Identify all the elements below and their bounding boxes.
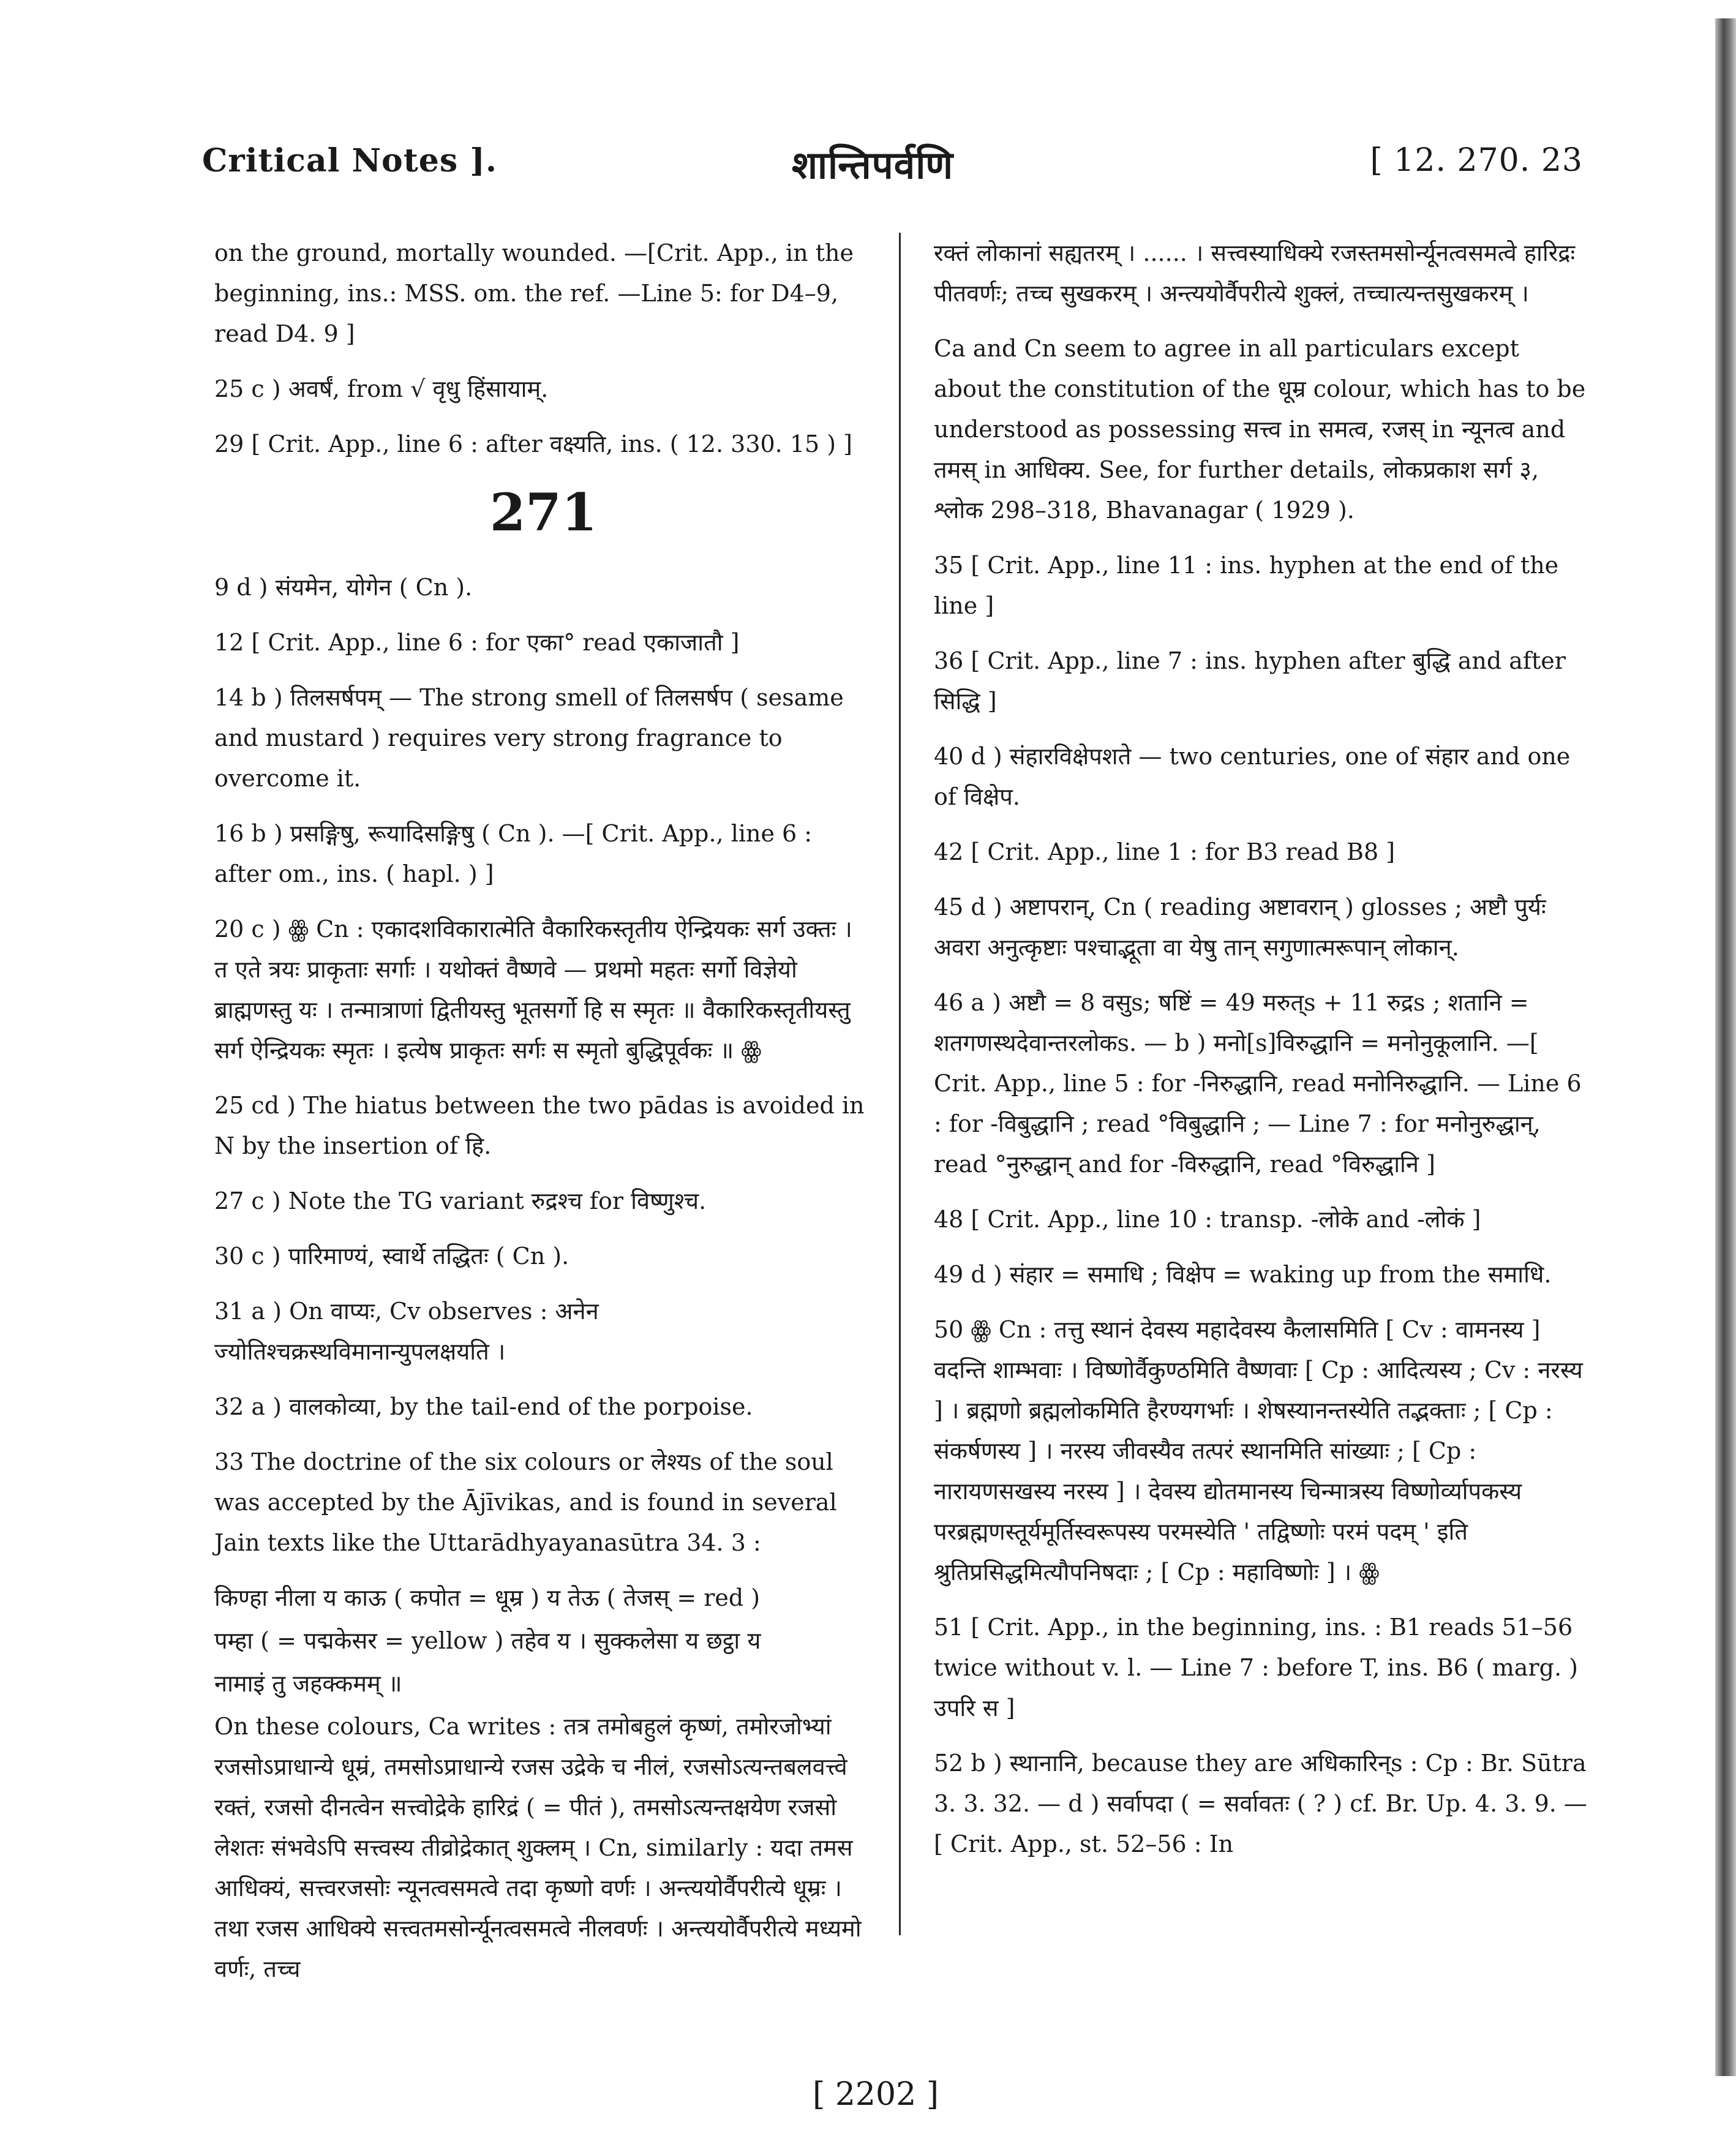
note: 51 [ Crit. App., in the beginning, ins. : B1 reads 51–56 twice without v. l. — Line 7 : before T, ins. B6 ( marg. ) उपरि स ] — [934, 1614, 1578, 1721]
running-head-reference: [ 12. 270. 23 — [1370, 142, 1583, 179]
right-column — [934, 233, 1592, 1879]
note: 52 b ) स्थानानि, because they are अधिकारिन्s : Cp : Br. Sūtra 3. 3. 32. — d ) सर्वापदा ( = सर्वावतः ( ? ) cf. Br. Up. 4. 3. 9. —[ Crit. App., st. 52–56 : In — [934, 1750, 1587, 1857]
note: 27 c ) Note the TG variant रुद्रश्च for विष्णुश्च. — [214, 1187, 707, 1214]
note: 12 [ Crit. App., line 6 : for एका° read एकाजातौ ] — [214, 629, 740, 656]
note: 42 [ Crit. App., line 1 : for B3 read B8 ] — [934, 838, 1396, 865]
note: 16 b ) प्रसङ्गिषु, रूयादिसङ्गिषु ( Cn ). —[ Crit. App., line 6 : after om., ins. ( hapl. ) ] — [214, 820, 813, 887]
running-head-left: Critical Notes ]. — [202, 142, 497, 179]
prakrit-verse-line: नामाइं तु जहक्कमम् ॥ — [214, 1670, 402, 1697]
note: Ca and Cn seem to agree in all particulars except about the constitution of the धूम्र colour, which has to be understood as possessing सत्त्व in समत्व, रजस् in न्यूनत्व and तमस् in आधिक्य. See, for further details, लोकप्रकाश सर्ग ३, श्लोक 298–318, Bhavanagar ( 1929 ). — [934, 335, 1586, 524]
note: 50 ꙮ Cn : तत्तु स्थानं देवस्य महादेवस्य कैलासमिति [ Cv : वामनस्य ] वदन्ति शाम्भवाः । विष्णोर्वैकुण्ठमिति वैष्णवाः [ Cp : आदित्यस्य ; Cv : नरस्य ] । ब्रह्मणो ब्रह्मलोकमिति हैरण्यगर्भाः । शेषस्यानन्तस्येति तद्भक्ताः ; [ Cp : संकर्षणस्य ] । नरस्य जीवस्यैव तत्परं स्थानमिति सांख्याः ; [ Cp : नारायणसखस्य नरस्य ] । देवस्य द्योतमानस्य चिन्मात्रस्य विष्णोर्व्यापकस्य परब्रह्मणस्तूर्यमूर्तिस्वरूपस्य परमस्येति ' तद्विष्णोः परमं पदम् ' इति श्रुतिप्रसिद्धमित्यौपनिषदाः ; [ Cp : महाविष्णोः ] । ꙮ — [934, 1316, 1583, 1586]
note: 25 cd ) The hiatus between the two pādas is avoided in N by the insertion of हि. — [214, 1092, 865, 1159]
left-column — [214, 233, 873, 2004]
note: 36 [ Crit. App., line 7 : ins. hyphen after बुद्धि and after सिद्धि ] — [934, 647, 1566, 715]
prakrit-verse-line: किण्हा नीला य काऊ ( कपोत = धूम्र ) य तेऊ ( तेजस् = red ) — [214, 1584, 761, 1611]
note: 46 a ) अष्टौ = 8 वसुs; षष्टिं = 49 मरुत्s + 11 रुद्रs ; शतानि = शतगणस्थदेवान्तरलोकs. — b ) मनो[s]विरुद्धानि = मनोनुकूलानि. —[ Crit. App., line 5 : for -निरुद्धानि, read मनोनिरुद्धानि. — Line 6 : for -विबुद्धानि ; read °विबुद्धानि ; — Line 7 : for मनोनुरुद्धान्, read °नुरुद्धान् and for -विरुद्धानि, read °विरुद्धानि ] — [934, 989, 1582, 1178]
note: on the ground, mortally wounded. —[Crit. App., in the beginning, ins.: MSS. om. the ref. —Line 5: for D4–9, read D4. 9 ] — [214, 239, 854, 347]
note: 32 a ) वालकोव्या, by the tail-end of the porpoise. — [214, 1393, 753, 1420]
note: 40 d ) संहारविक्षेपशते — two centuries, one of संहार and one of विक्षेप. — [934, 743, 1571, 810]
note: 31 a ) On वाप्यः, Cv observes : अनेन ज्योतिश्चक्रस्थविमानान्युपलक्षयति । — [214, 1298, 599, 1365]
section-number: 271 — [489, 482, 598, 543]
prakrit-verse-line: पम्हा ( = पद्मकेसर = yellow ) तहेव य । सुक्कलेसा य छट्ठा य — [214, 1627, 761, 1654]
note: On these colours, Ca writes : तत्र तमोबहुलं कृष्णं, तमोरजोभ्यां रजसोऽप्राधान्ये धूम्रं, तमसोऽप्राधान्ये रजस उद्रेके च नीलं, रजसोऽत्यन्तबलवत्त्वे रक्तं, रजसो दीनत्वेन सत्त्वोद्रेके हारिद्रं ( = पीतं ), तमसोऽत्यन्तक्षयेण रजसो लेशतः संभवेऽपि सत्त्वस्य तीव्रोद्रेकात् शुक्लम् । Cn, similarly : यदा तमस आधिक्यं, सत्त्वरजसोः न्यूनत्वसमत्वे तदा कृष्णो वर्णः । अन्त्ययोर्वैपरीत्ये धूम्रः । तथा रजस आधिक्ये सत्त्वतमसोर्न्यूनत्वसमत्वे नीलवर्णः । अन्त्ययोर्वैपरीत्ये मध्यमो वर्णः, तच्च — [214, 1713, 862, 1982]
column-divider — [899, 233, 901, 1935]
note: 45 d ) अष्टापरान्, Cn ( reading अष्टावरान् ) glosses ; अष्टौ पुर्यः अवरा अनुत्कृष्टाः पश्चाद्भूता वा येषु तान् सगुणात्मरूपान् लोकान्. — [934, 894, 1546, 961]
note: 49 d ) संहार = समाधि ; विक्षेप = waking up from the समाधि. — [934, 1261, 1552, 1288]
note: 48 [ Crit. App., line 10 : transp. -लोके and -लोकं ] — [934, 1206, 1481, 1233]
running-head-title: शान्तिपर्वणि — [791, 143, 954, 187]
note: 33 The doctrine of the six colours or लेश्यs of the soul was accepted by the Ājīvikas, and is found in several Jain texts like the Uttarādhyayanasūtra 34. 3 : — [214, 1448, 837, 1556]
note: 14 b ) तिलसर्षपम् — The strong smell of तिलसर्षप ( sesame and mustard ) requires very strong fragrance to overcome it. — [214, 684, 844, 792]
note: 30 c ) पारिमाण्यं, स्वार्थे तद्धितः ( Cn ). — [214, 1243, 569, 1270]
note: 25 c ) अवर्षं, from √ वृधु हिंसायाम्. — [214, 375, 549, 402]
page-binding-edge — [1715, 18, 1736, 2076]
note: रक्तं लोकानां सह्यतरम् । ...... । सत्त्वस्याधिक्ये रजस्तमसोर्न्यूनत्वसमत्वे हारिद्रः पीतवर्णः; तच्च सुखकरम् । अन्त्ययोर्वैपरीत्ये शुक्लं, तच्चात्यन्तसुखकरम् । — [934, 239, 1576, 307]
note: 29 [ Crit. App., line 6 : after वक्ष्यति, ins. ( 12. 330. 15 ) ] — [214, 431, 852, 457]
page-folio: [ 2202 ] — [813, 2076, 939, 2113]
note: 35 [ Crit. App., line 11 : ins. hyphen at the end of the line ] — [934, 552, 1559, 619]
note: 20 c ) ꙮ Cn : एकादशविकारात्मेति वैकारिकस्तृतीय ऐन्द्रियकः सर्ग उक्तः । त एते त्रयः प्राकृताः सर्गाः । यथोक्तं वैष्णवे — प्रथमो महतः सर्गो विज्ञेयो ब्राह्मणस्तु यः । तन्मात्राणां द्वितीयस्तु भूतसर्गो हि स स्मृतः ॥ वैकारिकस्तृतीयस्तु सर्ग ऐन्द्रियकः स्मृतः । इत्येष प्राकृतः सर्गः स स्मृतो बुद्धिपूर्वकः ॥ ꙮ — [214, 916, 852, 1064]
note: 9 d ) संयमेन, योगेन ( Cn ). — [214, 574, 473, 601]
